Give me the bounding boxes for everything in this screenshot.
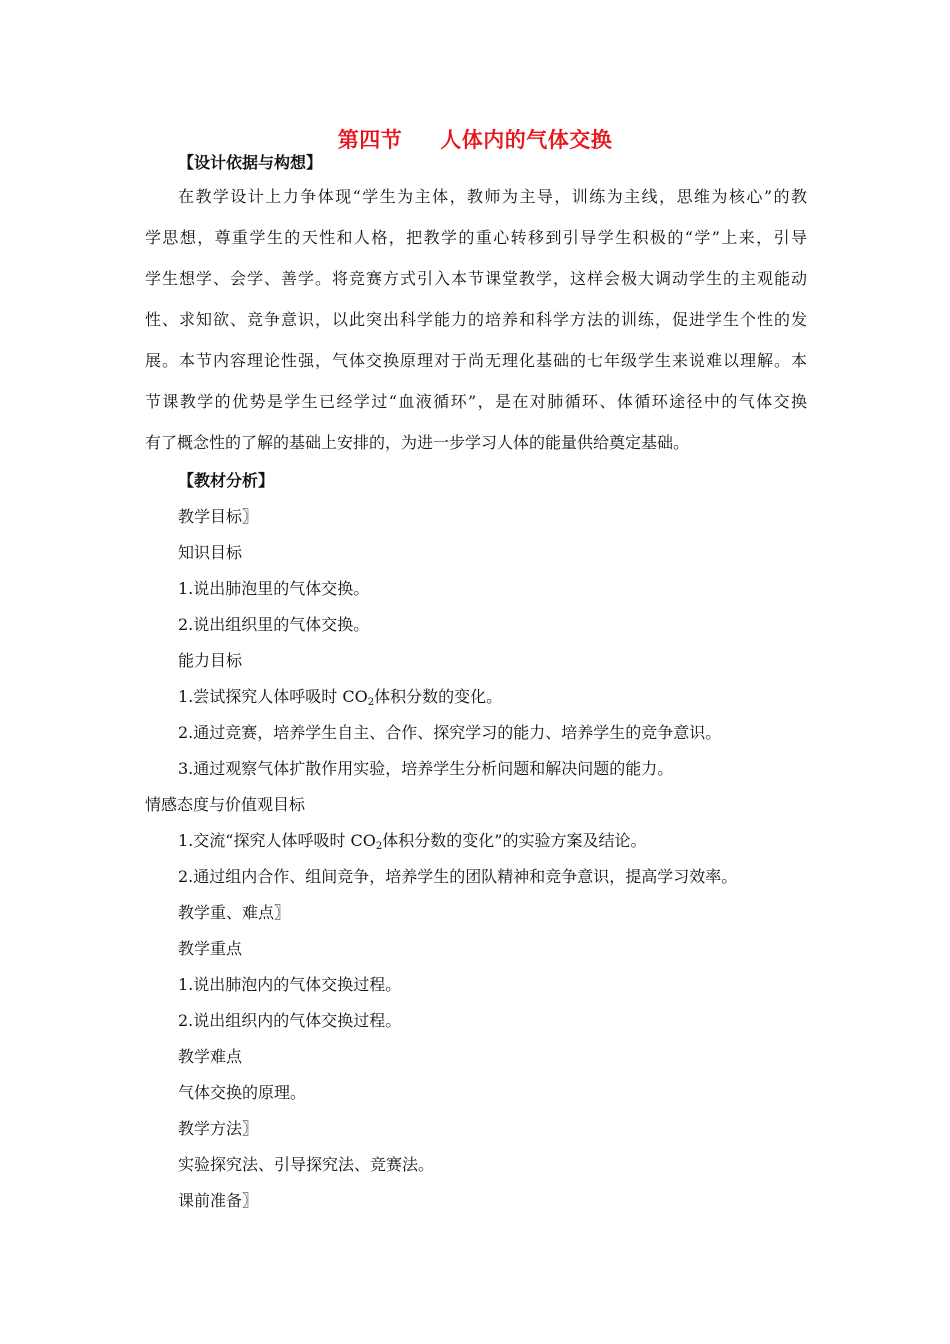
paragraph-line: 性、求知欲、竞争意识，以此突出科学能力的培养和科学方法的训练，促进学生个性的发	[145, 310, 807, 329]
design-heading: 【设计依据与构想】	[178, 153, 323, 172]
emotion-item-text: 1.交流“探究人体呼吸时 CO	[178, 831, 376, 850]
ability-item: 2.通过竞赛，培养学生自主、合作、探究学习的能力、培养学生的竞争意识。	[178, 723, 722, 742]
ability-heading: 能力目标	[178, 651, 243, 670]
key-item: 2.说出组织内的气体交换过程。	[178, 1011, 402, 1030]
subscript: 2	[375, 841, 383, 852]
ability-item	[178, 686, 502, 708]
method-text: 实验探究法、引导探究法、竞赛法。	[178, 1155, 435, 1174]
key-difficult-heading: 教学重、难点〗	[178, 903, 291, 922]
paragraph-line: 节课教学的优势是学生已经学过“血液循环”，是在对肺循环、体循环途径中的气体交换	[145, 392, 807, 411]
subscript: 2	[367, 697, 375, 708]
paragraph-line: 学思想，尊重学生的天性和人格，把教学的重心转移到引导学生积极的“学”上来，引导	[145, 228, 807, 247]
prep-heading: 课前准备〗	[178, 1191, 259, 1210]
knowledge-item: 2.说出组织里的气体交换。	[178, 615, 370, 634]
paragraph-line: 在教学设计上力争体现“学生为主体，教师为主导，训练为主线，思维为核心”的教	[178, 187, 807, 206]
title-section: 第四节	[337, 128, 403, 152]
page-title	[0, 124, 950, 154]
ability-item-text: 1.尝试探究人体呼吸时 CO	[178, 687, 368, 706]
ability-item-text: 体积分数的变化。	[374, 687, 503, 706]
method-heading: 教学方法〗	[178, 1119, 259, 1138]
emotion-item	[178, 830, 646, 852]
knowledge-item: 1.说出肺泡里的气体交换。	[178, 579, 370, 598]
difficult-text: 气体交换的原理。	[178, 1083, 307, 1102]
paragraph-line: 学生想学、会学、善学。将竞赛方式引入本节课堂教学，这样会极大调动学生的主观能动	[145, 269, 807, 288]
paragraph-line: 有了概念性的了解的基础上安排的，为进一步学习人体的能量供给奠定基础。	[145, 433, 690, 452]
key-heading: 教学重点	[178, 939, 243, 958]
paragraph-line: 展。本节内容理论性强，气体交换原理对于尚无理化基础的七年级学生来说难以理解。本	[145, 351, 807, 370]
analysis-heading: 【教材分析】	[178, 471, 275, 490]
emotion-item-text: 体积分数的变化”的实验方案及结论。	[382, 831, 647, 850]
title-name: 人体内的气体交换	[440, 128, 613, 152]
key-item: 1.说出肺泡内的气体交换过程。	[178, 975, 402, 994]
difficult-heading: 教学难点	[178, 1047, 243, 1066]
goals-heading: 教学目标〗	[178, 507, 259, 526]
knowledge-heading: 知识目标	[178, 543, 243, 562]
design-paragraph	[145, 187, 807, 474]
emotion-heading: 情感态度与价值观目标	[145, 795, 306, 814]
ability-item: 3.通过观察气体扩散作用实验，培养学生分析问题和解决问题的能力。	[178, 759, 674, 778]
emotion-item: 2.通过组内合作、组间竞争，培养学生的团队精神和竞争意识，提高学习效率。	[178, 867, 738, 886]
